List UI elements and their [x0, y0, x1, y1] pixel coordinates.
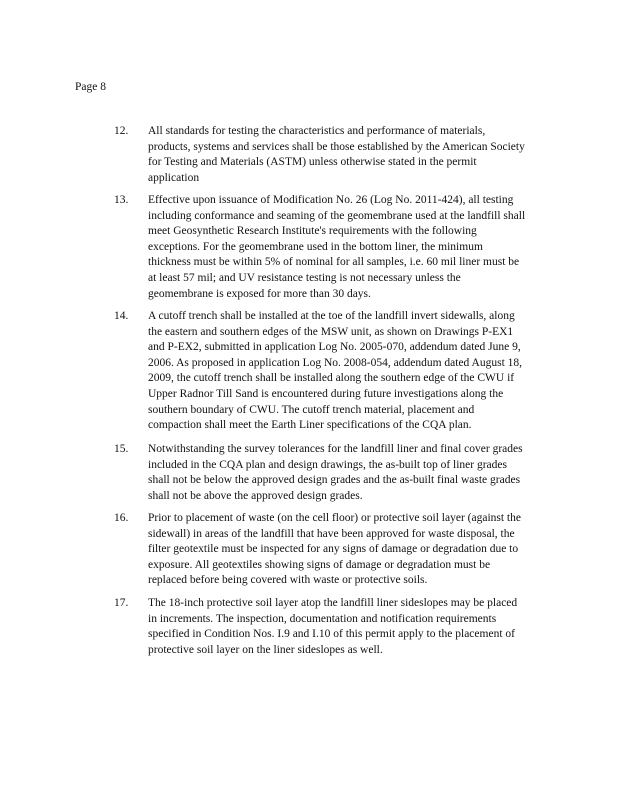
condition-text: [148, 309, 556, 434]
condition-text: [148, 511, 556, 589]
condition-number: 12.: [114, 125, 129, 137]
condition-text-line: in increments. The inspection, documentation and notification requirements: [148, 612, 497, 625]
condition-text-line: replaced before being covered with waste or protective soils.: [148, 574, 428, 587]
condition-text-line: for Testing and Materials (ASTM) unless otherwise stated in the permit: [148, 156, 477, 169]
condition-text: [148, 596, 556, 658]
page-number-header: Page 8: [75, 81, 106, 93]
condition-text-line: Notwithstanding the survey tolerances for the landfill liner and final cover grades: [148, 443, 523, 455]
condition-number: 14.: [114, 310, 129, 322]
condition-text-line: included in the CQA plan and design drawings, the as-built top of liner grades: [148, 458, 507, 471]
condition-number: 15.: [114, 443, 129, 455]
condition-text-line: specified in Condition Nos. I.9 and I.10 of this permit apply to the placement of: [148, 628, 515, 641]
condition-text-line: 2006. As proposed in application Log No. 2008-054, addendum dated August 18,: [148, 356, 523, 369]
condition-text-line: filter geotextile must be inspected for any signs of damage or degradation due to: [148, 543, 519, 556]
condition-text-line: The 18-inch protective soil layer atop the landfill liner sideslopes may be placed: [148, 597, 518, 609]
condition-text-line: compaction shall meet the Earth Liner specifications of the CQA plan.: [148, 419, 472, 432]
condition-text-line: 2009, the cutoff trench shall be installed along the southern edge of the CWU if: [148, 372, 515, 385]
condition-text-line: exceptions. For the geomembrane used in the bottom liner, the minimum: [148, 240, 483, 253]
condition-text: [148, 124, 556, 186]
condition-text-line: Effective upon issuance of Modification No. 26 (Log No. 2011-424), all testing: [148, 194, 514, 206]
condition-number: 16.: [114, 512, 129, 524]
condition-text-line: exposure. All geotextiles showing signs of damage or degradation must be: [148, 558, 491, 571]
condition-text-line: shall not be below the approved design grades and the as-built final waste grades: [148, 474, 521, 487]
condition-text-line: southern boundary of CWU. The cutoff trench material, placement and: [148, 403, 475, 416]
condition-text: [148, 442, 556, 504]
condition-text-line: Upper Radnor Till Sand is encountered during future investigations along the: [148, 387, 504, 400]
condition-text: [148, 193, 556, 302]
condition-text-line: protective soil layer on the liner sideslopes as well.: [148, 643, 383, 656]
condition-text-line: A cutoff trench shall be installed at the toe of the landfill invert sidewalls, along: [148, 310, 515, 322]
condition-text-line: and P-EX2, submitted in application Log No. 2005-070, addendum dated June 9,: [148, 341, 521, 354]
condition-number: 17.: [114, 597, 129, 609]
condition-text-line: thickness must be within 5% of nominal for all samples, i.e. 60 mil liner must be: [148, 256, 520, 269]
condition-text-line: meet Geosynthetic Research Institute's requirements with the following: [148, 225, 477, 238]
condition-text-line: sidewall) in areas of the landfill that have been approved for waste disposal, the: [148, 527, 515, 540]
condition-text-line: at least 57 mil; and UV resistance testing is not necessary unless the: [148, 271, 461, 284]
condition-text-line: shall not be above the approved design grades.: [148, 489, 363, 502]
condition-text-line: geomembrane is exposed for more than 30 days.: [148, 287, 371, 300]
condition-text-line: the eastern and southern edges of the MSW unit, as shown on Drawings P-EX1: [148, 325, 514, 338]
condition-text-line: Prior to placement of waste (on the cell floor) or protective soil layer (against the: [148, 512, 521, 524]
condition-text-line: products, systems and services shall be those established by the American Society: [148, 140, 525, 153]
condition-text-line: application: [148, 171, 200, 184]
condition-text-line: All standards for testing the characteristics and performance of materials,: [148, 125, 486, 137]
condition-text-line: including conformance and seaming of the geomembrane used at the landfill shall: [148, 209, 526, 222]
condition-number: 13.: [114, 194, 129, 206]
